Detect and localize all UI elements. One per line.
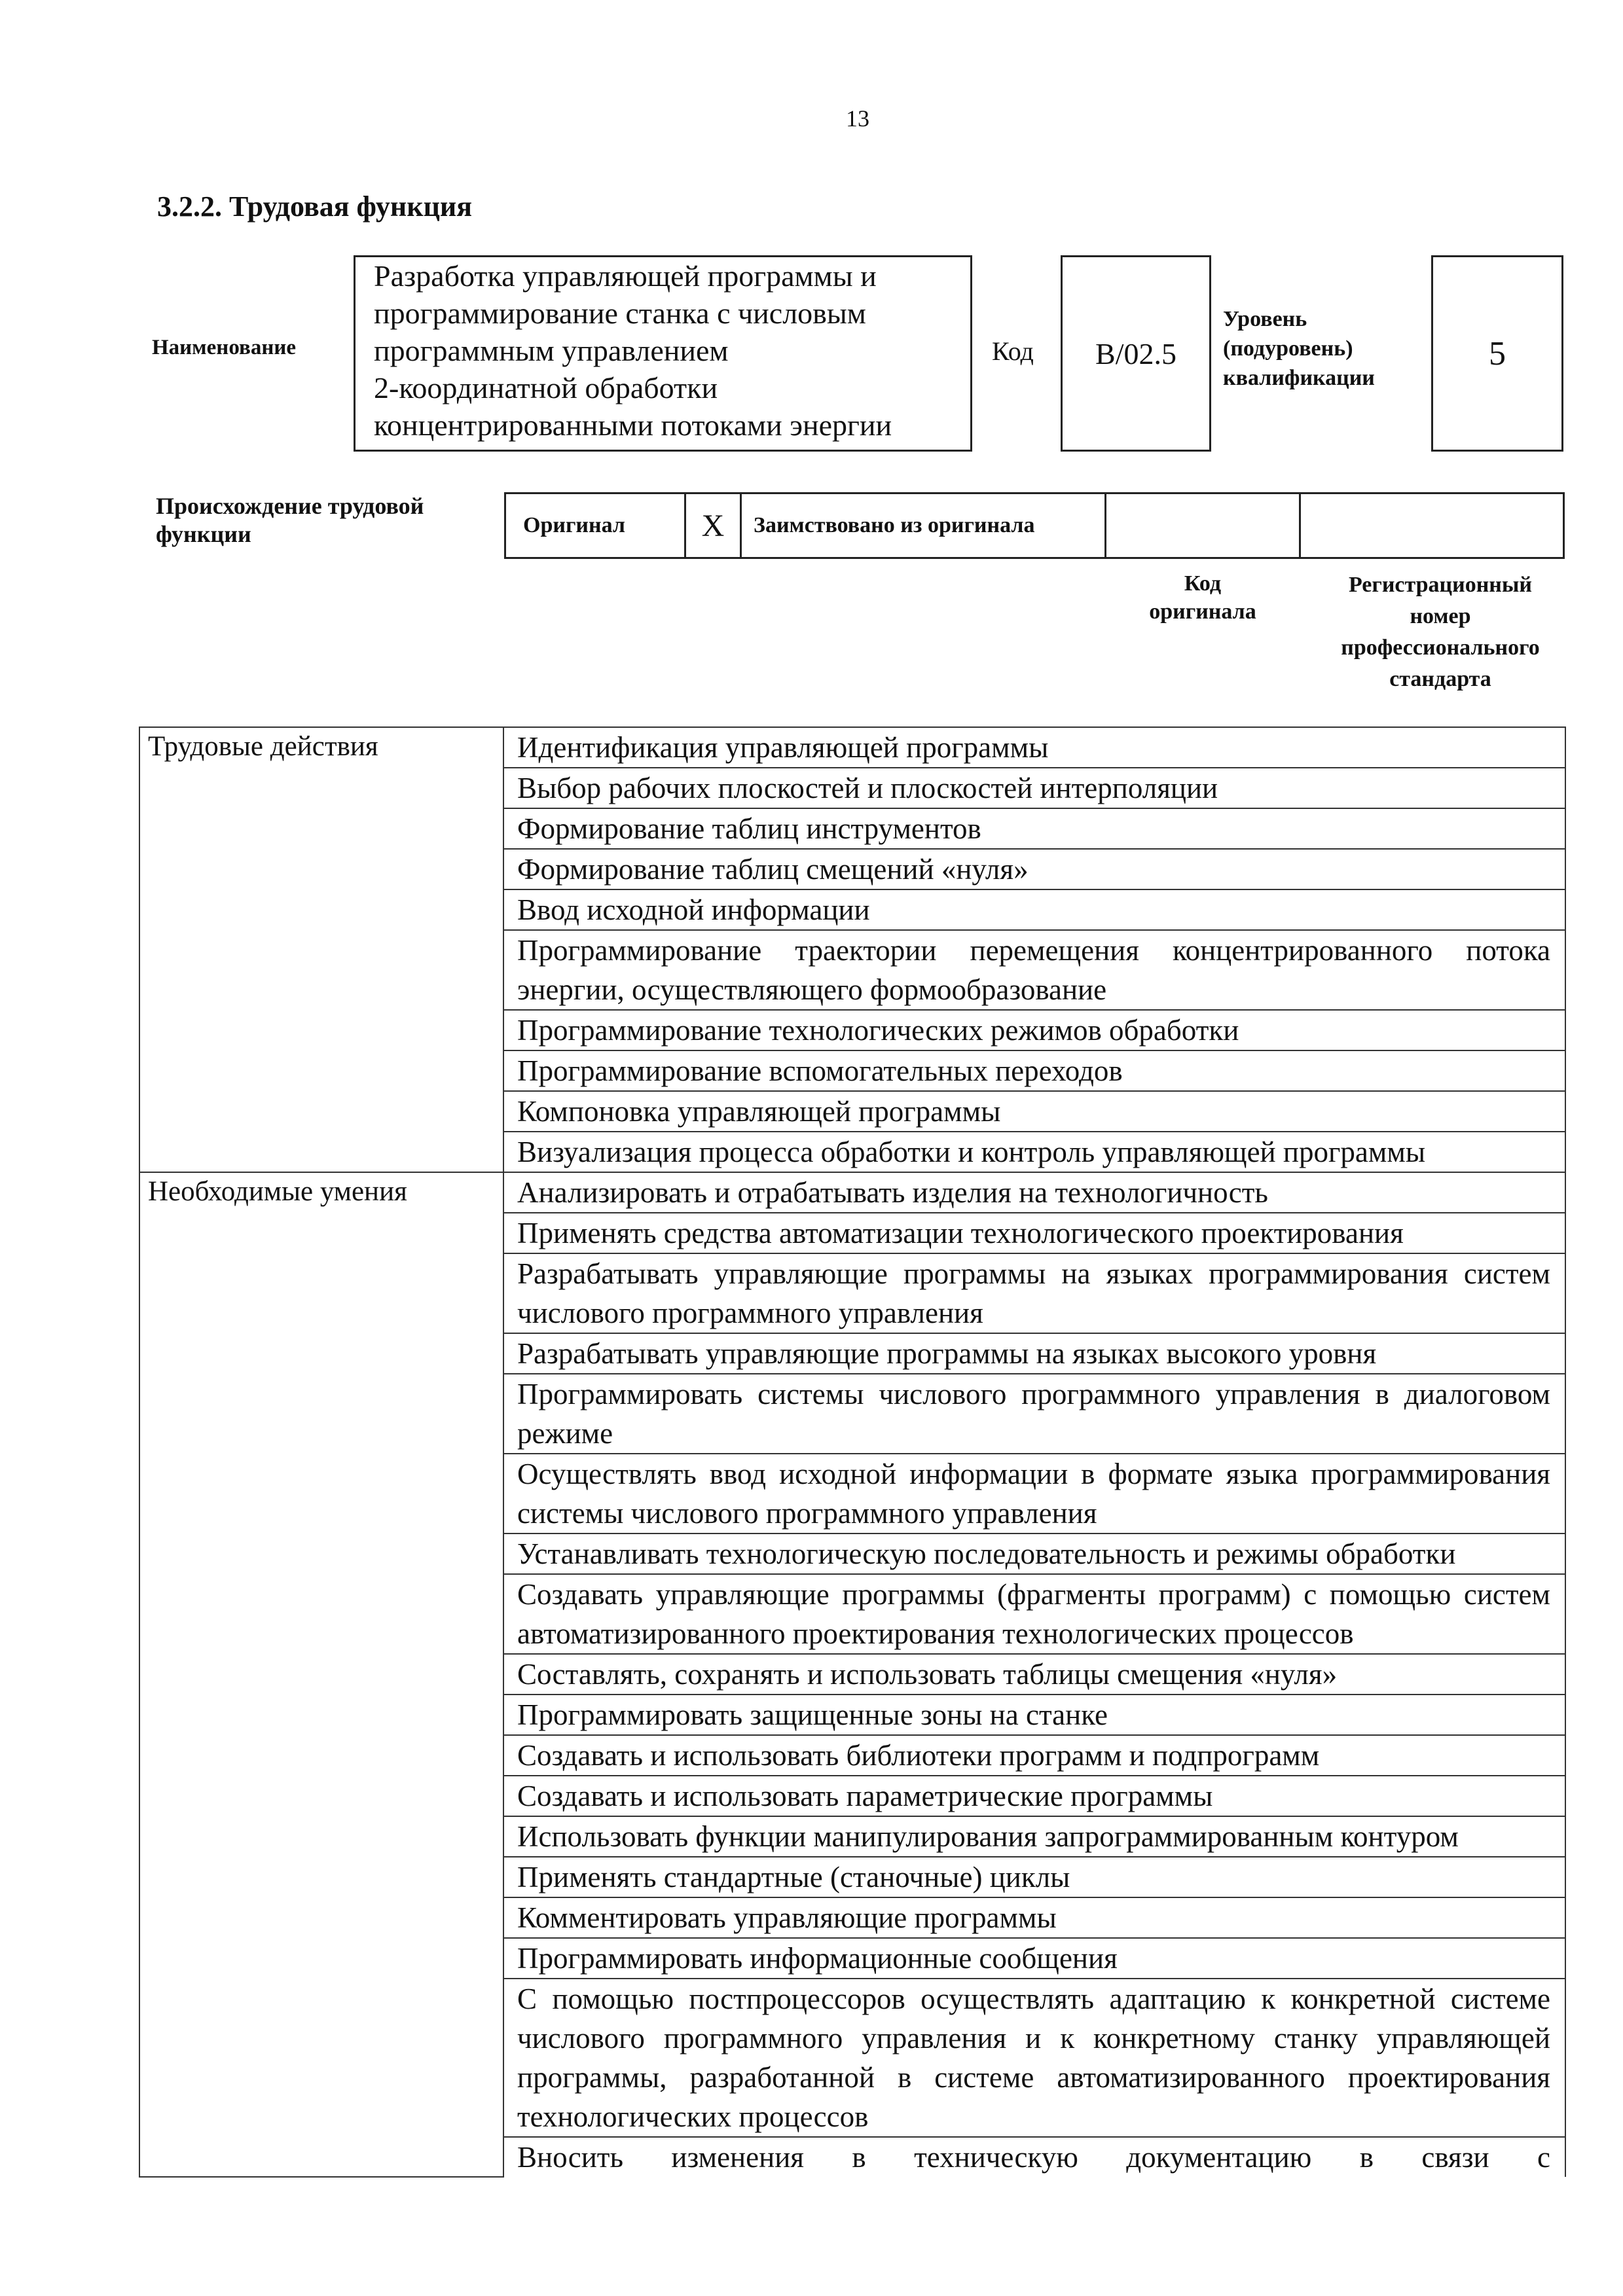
item-cell: Анализировать и отрабатывать изделия на технологичность: [503, 1172, 1565, 1213]
original-code-caption: [1104, 569, 1301, 626]
caption-line: Код: [1184, 571, 1222, 596]
borrowed-cell: [740, 492, 1106, 559]
item-cell: Устанавливать технологическую последовательность и режимы обработки: [503, 1534, 1565, 1574]
item-cell: Осуществлять ввод исходной информации в формате языка программирования системы числового программного управления: [503, 1454, 1565, 1534]
level-label-line: (подуровень): [1223, 336, 1353, 361]
origin-label-line: Происхождение трудовой: [156, 493, 424, 519]
item-cell: Программирование вспомогательных переходов: [503, 1050, 1565, 1091]
level-value: 5: [1489, 334, 1506, 372]
function-name-line: Разработка управляющей программы и: [374, 259, 877, 293]
level-label: [1223, 304, 1375, 393]
caption-line: профессионального: [1341, 636, 1540, 660]
caption-line: Регистрационный: [1348, 573, 1533, 597]
registration-number-caption: [1303, 569, 1578, 695]
table-row: [139, 1172, 1565, 1213]
original-mark-cell: [684, 492, 742, 559]
item-cell: С помощью постпроцессоров осуществлять адаптацию к конкретной системе числового программного управления и к конкретному станку управляющей программы, разработанной в системе автоматизированного проектирования технологических процессов: [503, 1979, 1565, 2137]
item-cell: Комментировать управляющие программы: [503, 1897, 1565, 1938]
function-name-line: 2-координатной обработки: [374, 371, 718, 404]
level-label-line: Уровень: [1223, 307, 1307, 331]
category-cell: Необходимые умения: [139, 1172, 503, 2177]
caption-line: номер: [1410, 604, 1471, 628]
item-cell: Программировать системы числового программного управления в диалоговом режиме: [503, 1374, 1565, 1454]
item-cell: Вносить изменения в техническую документацию в связи с: [503, 2137, 1565, 2177]
code-label: Код: [992, 336, 1034, 366]
labor-function-table: [139, 726, 1566, 2178]
item-cell: Создавать и использовать библиотеки программ и подпрограмм: [503, 1735, 1565, 1776]
caption-line: оригинала: [1149, 600, 1256, 624]
item-cell: Программировать информационные сообщения: [503, 1938, 1565, 1979]
category-cell: Трудовые действия: [139, 727, 503, 1172]
original-mark: X: [701, 508, 725, 543]
item-cell: Создавать и использовать параметрические программы: [503, 1776, 1565, 1816]
item-cell: Программировать защищенные зоны на станке: [503, 1695, 1565, 1735]
section-title: 3.2.2. Трудовая функция: [157, 190, 473, 223]
function-name-line: программирование станка с числовым: [374, 296, 866, 330]
table-row: [139, 727, 1565, 768]
function-name-line: программным управлением: [374, 334, 729, 367]
item-cell: Идентификация управляющей программы: [503, 727, 1565, 768]
original-code-cell: [1104, 492, 1301, 559]
item-cell: Применять средства автоматизации технологического проектирования: [503, 1213, 1565, 1253]
item-cell: Выбор рабочих плоскостей и плоскостей интерполяции: [503, 768, 1565, 808]
item-cell: Программирование технологических режимов обработки: [503, 1010, 1565, 1050]
code-value-box: [1061, 255, 1211, 452]
item-cell: Составлять, сохранять и использовать таблицы смещения «нуля»: [503, 1654, 1565, 1695]
item-cell: Разрабатывать управляющие программы на языках программирования систем числового программного управления: [503, 1253, 1565, 1333]
function-name-box: [354, 255, 972, 452]
original-label: Оригинал: [523, 513, 625, 537]
item-cell: Программирование траектории перемещения концентрированного потока энергии, осуществляющего формообразование: [503, 930, 1565, 1010]
origin-label: [156, 492, 464, 548]
item-cell: Разрабатывать управляющие программы на языках высокого уровня: [503, 1333, 1565, 1374]
item-cell: Визуализация процесса обработки и контроль управляющей программы: [503, 1132, 1565, 1172]
borrowed-label: Заимствовано из оригинала: [754, 513, 1035, 537]
function-name-line: концентрированными потоками энергии: [374, 408, 892, 442]
level-label-line: квалификации: [1223, 366, 1375, 390]
original-cell: [504, 492, 686, 559]
item-cell: Формирование таблиц инструментов: [503, 808, 1565, 849]
code-value: B/02.5: [1095, 336, 1176, 370]
item-cell: Компоновка управляющей программы: [503, 1091, 1565, 1132]
page-number: 13: [846, 105, 869, 132]
item-cell: Применять стандартные (станочные) циклы: [503, 1857, 1565, 1897]
origin-label-line: функции: [156, 521, 251, 547]
name-label: Наименование: [152, 336, 296, 359]
item-cell: Формирование таблиц смещений «нуля»: [503, 849, 1565, 889]
item-cell: Создавать управляющие программы (фрагменты программ) с помощью систем автоматизированного проектирования технологических процессов: [503, 1574, 1565, 1654]
item-cell: Использовать функции манипулирования запрограммированным контуром: [503, 1816, 1565, 1857]
item-cell: Ввод исходной информации: [503, 889, 1565, 930]
level-value-box: [1431, 255, 1563, 452]
caption-line: стандарта: [1389, 667, 1491, 691]
registration-number-cell: [1299, 492, 1565, 559]
